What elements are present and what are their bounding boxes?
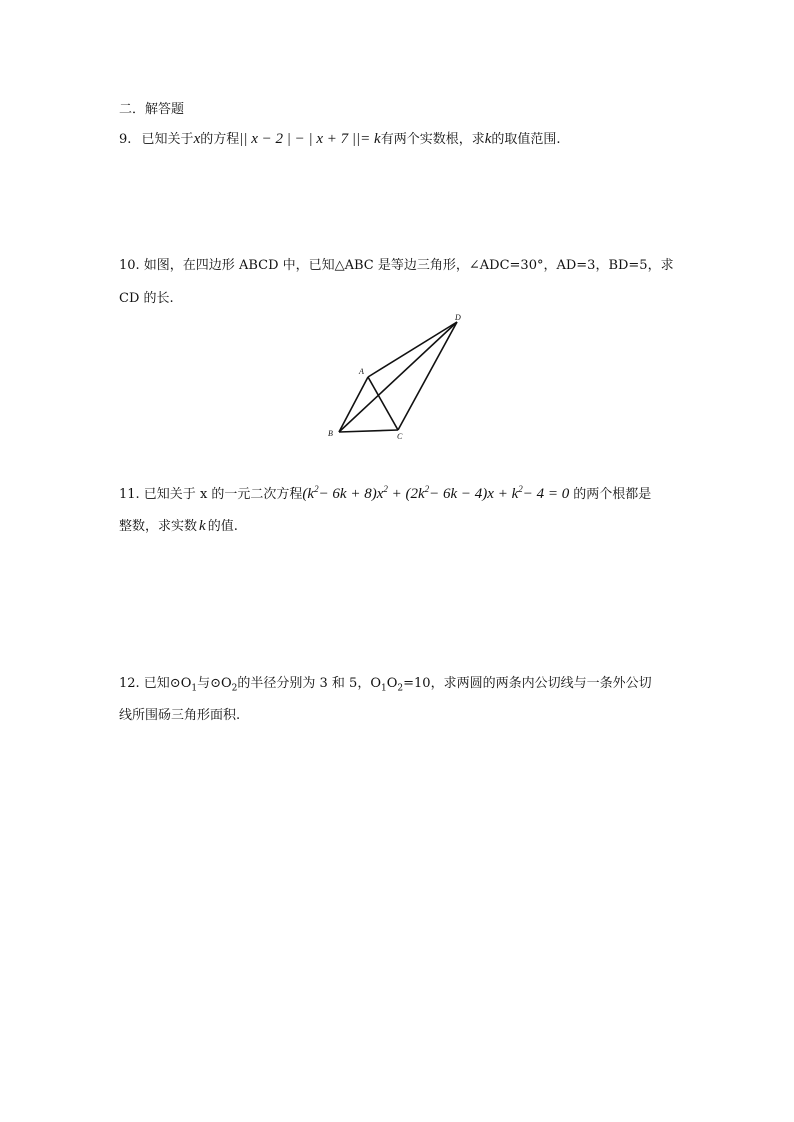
q9-equation: || x − 2 | − | x + 7 ||= k [239,131,381,147]
label-b: B [328,429,333,438]
label-a: A [359,367,364,376]
segment-ab [339,377,368,432]
section-title: 二．解答题 [119,102,185,117]
q9-text-post1: 有两个实数根，求 [380,132,485,147]
q11-text-post: 的两个根都是 [573,487,652,502]
segment-bc [339,430,398,432]
segment-cd [398,322,457,430]
segment-ad [368,322,457,377]
q9-text-mid: 的方程 [200,132,240,147]
q11-line2-post: 的值. [207,519,238,534]
q9-var-x: x [193,131,201,147]
label-c: C [397,432,403,441]
quadrilateral-figure [326,312,476,444]
question-11-line1 [119,483,651,503]
segment-bd [339,322,457,432]
q11-equation: $(k^2- 6k + 8)x^2 + (2k^2- 6k - 4)x + k^2- 4 = 0$ [302,484,570,502]
segment-ac [368,377,398,430]
question-11-line2 [119,515,238,535]
q9-text-pre: 已知关于 [141,132,194,147]
q9-number: 9. [119,132,132,147]
question-10-line2: CD 的长. [119,291,174,306]
label-d: D [455,313,461,322]
question-10-line1: 10. 如图，在四边形 ABCD 中，已知△ABC 是等边三角形，∠ADC=30°，AD=3，BD=5，求 [119,258,674,273]
question-12-line1: 12. 已知$⊙O_1$与$⊙O_2$的半径分别为 3 和 5，$O_1O_2=10$，求两圆的两条内公切线与一条外公切 [119,676,652,694]
q9-text-post2: 的取值范围. [491,132,561,147]
question-12-line2: 线所围砀三角形面积. [119,708,241,723]
q11-text-pre: 11. 已知关于 x 的一元二次方程 [119,487,303,502]
q11-line2-pre: 整数，求实数 [119,519,198,534]
question-9 [119,128,561,148]
q11-var-k: k [199,518,206,534]
q9-var-k: k [484,131,492,147]
